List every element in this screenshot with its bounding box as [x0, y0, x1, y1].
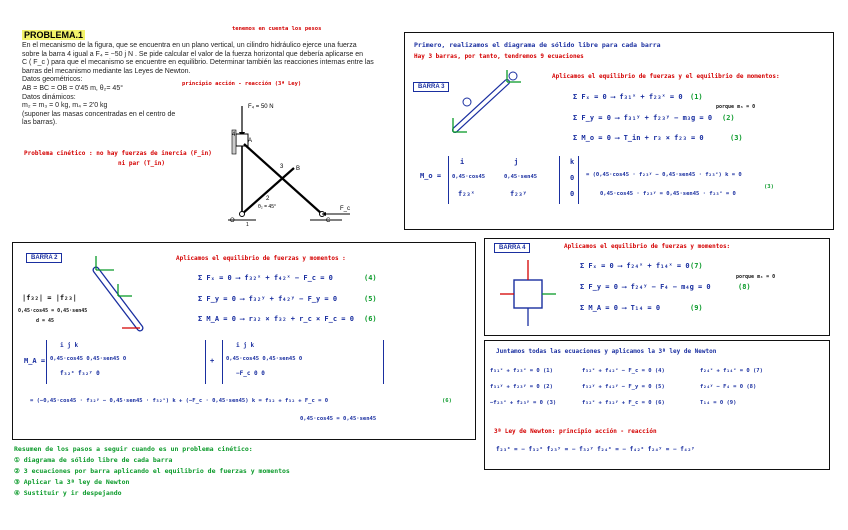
- geo-values: AB = BC = OB = 0'45 m, θ₂= 45°: [22, 84, 124, 92]
- dyn-label: Datos dinámicos:: [22, 93, 76, 101]
- eq-3-number: (3): [730, 134, 743, 142]
- mo-i: i: [460, 158, 465, 166]
- problem-title: PROBLEMA.1: [24, 30, 84, 40]
- summary-eq-3: −f₂₃ˣ + f₂₃ʸ = 0 (3): [490, 400, 557, 406]
- eq-2-number: (2): [722, 114, 735, 122]
- annotation-cinetico: Problema cinético : no hay fuerzas de inercia (F_in): [24, 150, 212, 157]
- steps-heading: Resumen de los pasos a seguir cuando es un problema cinético:: [14, 445, 253, 453]
- mo-result-2: 0,45·cos45 · f₂₃ʸ = 0,45·sen45 · f₂₃ˣ = 0: [600, 191, 736, 197]
- eq-3: Σ M_o = 0 ⟶ T_in + r₃ × f₂₃ = 0: [573, 134, 704, 142]
- eq-8-note: porque m₄ = 0: [736, 274, 776, 280]
- mo-f23x: f₂₃ˣ: [458, 190, 475, 198]
- bar-3-number: 3: [280, 164, 284, 170]
- det2-row-2: 0,45·cos45 0,45·sen45 0: [226, 356, 303, 362]
- mo-f23y: f₂₃ʸ: [510, 190, 527, 198]
- barra3-label: BARRA 3: [413, 82, 449, 92]
- ground-number: 1: [246, 222, 249, 228]
- fc-label: F_c: [340, 206, 351, 212]
- summary-eq-7: f₂₄ˣ + f₁₄ˣ = 0 (7): [700, 368, 763, 374]
- ma-label: M_A =: [24, 357, 46, 365]
- plus-sign: +: [210, 357, 215, 365]
- equation-count: Hay 3 barras, por tanto, tendremos 9 ecuaciones: [414, 53, 584, 60]
- summary-eq-6: f₃₂ˣ + f₃₂ʸ + F_c = 0 (6): [582, 400, 665, 406]
- eq-1-number: (1): [690, 93, 703, 101]
- ma-result: = (−0,45·cos45 · f₃₂ʸ − 0,45·sen45 · f₃₂ˣ) k + (−F_c · 0,45·sen45) k = f₃₂ + f₃₂ + F_c = 0: [30, 398, 329, 404]
- statement-line-3: C ( F_c ) para que el mecanismo se encuentre en equilibrio. Determinar también las reacciones internas entre las: [22, 59, 374, 67]
- summary-eq-5: f₃₂ʸ + f₄₂ʸ − F_y = 0 (5): [582, 384, 665, 390]
- eq-4-number: (4): [364, 274, 377, 282]
- mechanism-figure: [222, 96, 362, 228]
- mo-result: = (0,45·cos45 · f₂₃ʸ − 0,45·sen45 · f₂₃ˣ) k = 0: [586, 172, 742, 178]
- mo-z-coord: 0: [570, 174, 575, 182]
- eq-8-number: (8): [738, 283, 751, 291]
- eq-7-number: (7): [690, 262, 703, 270]
- barra3-diagram: [445, 66, 535, 142]
- eq-9-number: (9): [690, 304, 703, 312]
- step-4: ④ Sustituir y ir despejando: [14, 489, 122, 497]
- step-2: ② 3 ecuaciones por barra aplicando el equilibrio de fuerzas y momentos: [14, 467, 290, 475]
- step-1: ① diagrama de sólido libre de cada barra: [14, 456, 173, 464]
- statement-line-4: barras del mecanismo mediante las Leyes de Newton.: [22, 67, 191, 75]
- summary-heading: Juntamos todas las ecuaciones y aplicamos la 3ª ley de Newton: [496, 348, 717, 355]
- summary-eq-8: f₂₄ʸ − F₄ = 0 (8): [700, 384, 757, 390]
- norm-relation: |f₃₂| = |f₂₃|: [22, 294, 77, 302]
- angle-label: θ₂ = 45°: [258, 204, 276, 210]
- bar-2-number: 2: [266, 196, 270, 202]
- geo-label: Datos geométricos:: [22, 76, 83, 84]
- summary-eq-2: f₃₁ʸ + f₂₃ʸ = 0 (2): [490, 384, 553, 390]
- statement-line-2: sobre la barra 4 igual a F₄ = −50 j N . Se pide calcular el valor de la fuerza horizontal que debería aplicarse en: [22, 50, 364, 58]
- point-c: C: [326, 218, 331, 224]
- mo-z-force: 0: [570, 190, 575, 198]
- barra4-label: BARRA 4: [494, 243, 530, 253]
- mo-divider: [578, 156, 581, 204]
- annotation-par: ni par (T_in): [118, 160, 165, 167]
- summary-eq-4: f₃₂ˣ + f₄₂ˣ − F_c = 0 (4): [582, 368, 665, 374]
- point-a: A: [248, 138, 253, 144]
- point-b: B: [296, 166, 301, 172]
- point-o: O: [230, 218, 235, 224]
- barra3-equilibrio: Aplicamos el equilibrio de fuerzas y el equilibrio de momentos:: [552, 73, 780, 80]
- det1-row-2: 0,45·cos45 0,45·sen45 0: [50, 356, 127, 362]
- ma-result-2: 0,45·cos45 = 0,45·sen45: [300, 416, 377, 422]
- angle-relation: d = 45: [36, 318, 55, 324]
- barra2-diagram: [70, 256, 160, 340]
- eq-4: Σ Fₓ = 0 ⟶ f₃₂ˣ + f₄₂ˣ − F_c = 0: [198, 274, 333, 282]
- summary-eq-9: T₁₄ = 0 (9): [700, 400, 737, 406]
- eq-2: Σ F_y = 0 ⟶ f₃₁ʸ + f₂₃ʸ − m₃g = 0: [573, 114, 713, 122]
- dyn-values: m₂ = m₃ = 0 kg, m₄ = 2'0 kg: [22, 102, 108, 110]
- eq-8: Σ F_y = 0 ⟶ f₂₄ʸ − F₄ − m₄g = 0: [580, 283, 711, 291]
- mo-j: j: [514, 158, 519, 166]
- eq-6-number: (6): [364, 315, 377, 323]
- bar-4-number: 4: [232, 132, 236, 138]
- third-law-relations: f₂₃ˣ = − f₃₂ˣ f₂₃ʸ = − f₃₂ʸ f₂₄ˣ = − f₄₂ˣ f₂₄ʸ = − f₄₂ʸ: [496, 446, 695, 453]
- steps-summary: [14, 444, 290, 499]
- barra4-diagram: [494, 254, 564, 330]
- eq-2-note: porque m₃ = 0: [716, 104, 756, 110]
- dsl-heading: Primero, realizamos el diagrama de sólido libre para cada barra: [414, 41, 661, 49]
- eq-5: Σ F_y = 0 ⟶ f₃₂ʸ + f₄₂ʸ − F_y = 0: [198, 295, 338, 303]
- third-law-heading: 3ª Ley de Newton: principio acción - reacción: [494, 428, 657, 435]
- annotation-vertical: tenemos en cuenta los pesos: [232, 26, 322, 32]
- mo-x-coord: 0,45·cos45: [452, 174, 486, 180]
- eq-5-number: (5): [364, 295, 377, 303]
- mass-note: (suponer las masas concentradas en el centro de las barras).: [22, 110, 176, 127]
- det1-row-3: f₃₂ˣ f₃₂ʸ 0: [60, 370, 100, 377]
- annotation-reaccion: principio acción - reacción (3ª Ley): [182, 81, 302, 87]
- eq-1: Σ Fₓ = 0 ⟶ f₃₁ˣ + f₂₃ˣ = 0: [573, 93, 683, 101]
- eq-7: Σ Fₓ = 0 ⟶ f₂₄ˣ + f₁₄ˣ = 0: [580, 262, 690, 270]
- det2-row-1: i j k: [236, 342, 255, 349]
- eq-6: Σ M_A = 0 ⟶ r₃₂ × f₃₂ + r_c × F_c = 0: [198, 315, 354, 323]
- barra2-label: BARRA 2: [26, 253, 62, 263]
- mo-result-number: (3): [764, 184, 774, 190]
- eq-9: Σ M_A = 0 ⟶ T₁₄ = 0: [580, 304, 661, 312]
- mo-k: k: [570, 158, 575, 166]
- mo-y-coord: 0,45·sen45: [504, 174, 538, 180]
- ma-result-number: (6): [442, 398, 452, 404]
- coord-relation: 0,45·cos45 = 0,45·sen45: [18, 308, 88, 314]
- summary-eq-1: f₃₁ˣ + f₂₃ˣ = 0 (1): [490, 368, 553, 374]
- barra4-equilibrio: Aplicamos el equilibrio de fuerzas y momentos:: [564, 243, 731, 250]
- det2-row-3: −F_c 0 0: [236, 370, 265, 377]
- step-3: ③ Aplicar la 3ª ley de Newton: [14, 478, 130, 486]
- force-label: F₄ = 50 N: [248, 104, 274, 110]
- barra2-equilibrio: Aplicamos el equilibrio de fuerzas y momentos :: [176, 255, 346, 262]
- mo-label: M_o =: [420, 172, 442, 180]
- det1-row-1: i j k: [60, 342, 79, 349]
- statement-line-1: En el mecanismo de la figura, que se encuentra en un plano vertical, un cilindro hidráulico ejerce una fuerza: [22, 42, 357, 49]
